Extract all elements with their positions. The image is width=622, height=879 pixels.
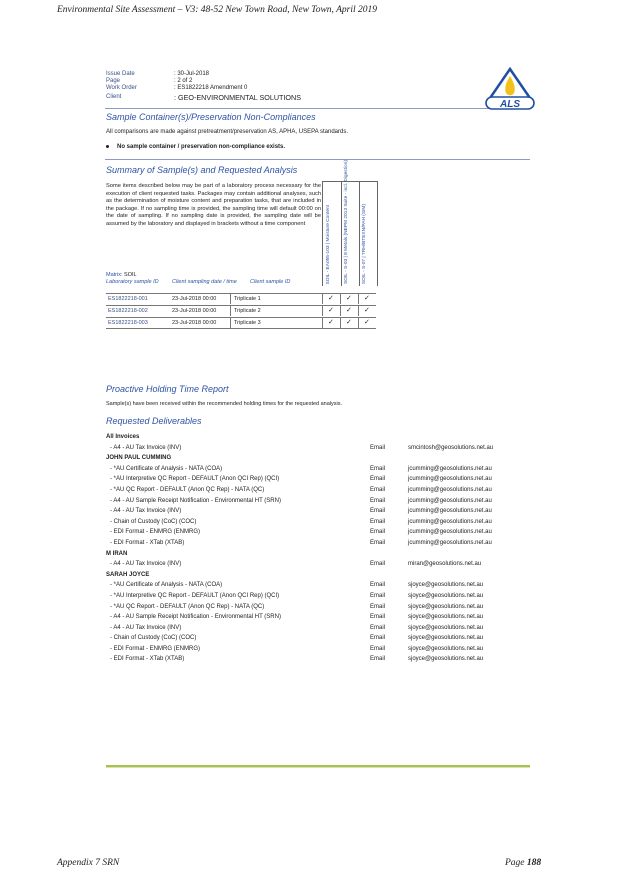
list-item	[106, 614, 526, 625]
sampling-date: 23-Jul-2018 00:00	[172, 296, 217, 302]
list-item	[106, 604, 526, 615]
deliverable-name: - EDI Format - ENMRG (ENMRG)	[110, 645, 200, 652]
lab-sample-id: ES1822218-001	[108, 296, 148, 302]
matrix-label: Matrix:	[106, 272, 123, 278]
recipient-email: sjoyce@geosolutions.net.au	[408, 582, 484, 589]
delivery-method: Email	[370, 486, 386, 493]
deliverable-name: - A4 - AU Sample Receipt Notification - Environmental HT (SRN)	[110, 497, 281, 504]
delivery-method: Email	[370, 592, 386, 599]
footer-appendix: Appendix 7 SRN	[57, 858, 120, 868]
list-item	[106, 561, 526, 572]
deliverable-name: - *AU Interpretive QC Report - DEFAULT (Anon QCI Rep) (QCI)	[110, 476, 280, 483]
deliverable-group	[106, 455, 526, 466]
table-row	[106, 293, 376, 304]
deliverable-name: - A4 - AU Tax Invoice (INV)	[110, 444, 182, 451]
section-divider	[105, 159, 530, 160]
list-item	[106, 635, 526, 646]
delivery-method: Email	[370, 624, 386, 631]
recipient-name: All Invoices	[106, 434, 140, 440]
list-item	[106, 625, 526, 636]
recipient-email: smcintosh@geosolutions.net.au	[408, 444, 494, 451]
report-meta	[106, 71, 301, 102]
noncompliance-text: All comparisons are made against pretreatment/preservation AS, APHA, USEPA standards.	[106, 129, 349, 135]
th-date: Client sampling date / time	[172, 279, 237, 285]
delivery-method: Email	[370, 603, 386, 610]
recipient-email: jcumming@geosolutions.net.au	[408, 497, 492, 504]
cell-divider	[340, 318, 341, 328]
check-icon: ✓	[328, 319, 334, 326]
delivery-method: Email	[370, 497, 386, 504]
deliverable-group	[106, 551, 526, 562]
delivery-method: Email	[370, 582, 386, 589]
issue-date: : 30-Jul-2018	[174, 71, 210, 77]
recipient-name: M IRAN	[106, 550, 128, 557]
deliverable-name: - A4 - AU Sample Receipt Notification - Environmental HT (SRN)	[110, 614, 281, 621]
analysis-column	[341, 160, 360, 286]
analysis-column-label: SOIL - EA055-103 | Moisture Content	[326, 204, 331, 284]
delivery-method: Email	[370, 518, 386, 525]
recipient-email: sjoyce@geosolutions.net.au	[408, 645, 484, 652]
cell-divider	[340, 294, 341, 304]
th-lab-id: Laboratory sample ID	[106, 279, 159, 285]
cell-divider	[322, 294, 323, 304]
check-icon: ✓	[346, 307, 352, 314]
recipient-email: jcumming@geosolutions.net.au	[408, 486, 492, 493]
th-client-id: Client sample ID	[250, 279, 291, 285]
cell-divider	[358, 318, 359, 328]
deliverables-list	[106, 434, 526, 667]
work-order-label: Work Order	[106, 85, 137, 92]
footer-rule-light	[106, 767, 530, 768]
holding-title: Proactive Holding Time Report	[106, 384, 229, 394]
table-row	[106, 317, 376, 329]
list-item	[106, 466, 526, 477]
footer-page	[505, 858, 541, 868]
check-icon: ✓	[328, 307, 334, 314]
table-row	[106, 305, 376, 316]
sampling-date: 23-Jul-2018 00:00	[172, 320, 217, 326]
client-label: Client	[106, 93, 122, 100]
deliverable-name: - A4 - AU Tax Invoice (INV)	[110, 508, 182, 515]
analysis-column-label: SOIL - S-03 | 8 Metals (NEPM 2013 Suite - incl. Digestion)	[344, 160, 349, 284]
client-sample-id: Triplicate 1	[234, 296, 261, 302]
recipient-email: jcumming@geosolutions.net.au	[408, 476, 492, 483]
check-icon: ✓	[328, 295, 334, 302]
list-item	[106, 519, 526, 530]
delivery-method: Email	[370, 465, 386, 472]
footer-page-prefix: Page	[505, 858, 527, 868]
issue-date-label: Issue Date	[106, 71, 135, 77]
deliverable-name: - EDI Format - ENMRG (ENMRG)	[110, 529, 200, 536]
delivery-method: Email	[370, 476, 386, 483]
analysis-column	[359, 182, 377, 286]
cell-divider	[230, 306, 231, 316]
deliverable-name: - *AU Interpretive QC Report - DEFAULT (Anon QCI Rep) (QCI)	[110, 592, 280, 599]
deliverable-name: - Chain of Custody (CoC) (COC)	[110, 635, 197, 642]
deliverable-group	[106, 434, 526, 445]
delivery-method: Email	[370, 614, 386, 621]
check-icon: ✓	[364, 307, 370, 314]
delivery-method: Email	[370, 444, 386, 451]
delivery-method: Email	[370, 635, 386, 642]
check-icon: ✓	[346, 295, 352, 302]
check-icon: ✓	[346, 319, 352, 326]
recipient-name: SARAH JOYCE	[106, 571, 150, 578]
deliverables-title: Requested Deliverables	[106, 416, 202, 426]
delivery-method: Email	[370, 508, 386, 515]
recipient-email: jcumming@geosolutions.net.au	[408, 539, 492, 546]
list-item	[106, 656, 526, 667]
deliverable-name: - *AU Certificate of Analysis - NATA (COA)	[110, 465, 223, 472]
footer-page-number: 188	[526, 858, 542, 868]
analysis-column-headers	[322, 160, 378, 286]
deliverable-name: - *AU QC Report - DEFAULT (Anon QC Rep) - NATA (QC)	[110, 603, 265, 610]
delivery-method: Email	[370, 561, 386, 568]
recipient-email: sjoyce@geosolutions.net.au	[408, 635, 484, 642]
recipient-email: jcumming@geosolutions.net.au	[408, 529, 492, 536]
recipient-email: miran@geosolutions.net.au	[408, 561, 482, 568]
page-count: : 2 of 2	[174, 78, 193, 85]
delivery-method: Email	[370, 645, 386, 652]
sampling-date: 23-Jul-2018 00:00	[172, 308, 217, 314]
list-item	[106, 529, 526, 540]
delivery-method: Email	[370, 656, 386, 663]
bullet-icon	[106, 145, 109, 148]
analysis-column-label: SOIL - S-07 | TRH/BTEXN/PAH (SIM)	[362, 203, 367, 284]
list-item	[106, 498, 526, 509]
list-item	[106, 540, 526, 551]
recipient-email: jcumming@geosolutions.net.au	[408, 508, 492, 515]
recipient-email: sjoyce@geosolutions.net.au	[408, 592, 484, 599]
work-order: : ES1822218 Amendment 0	[174, 85, 248, 92]
list-item	[106, 593, 526, 604]
deliverable-name: - EDI Format - XTab (XTAB)	[110, 656, 185, 663]
cell-divider	[358, 306, 359, 316]
check-icon: ✓	[364, 319, 370, 326]
lab-sample-id: ES1822218-002	[108, 308, 148, 314]
noncompliance-bullet-text: No sample container / preservation non-compliance exists.	[117, 144, 286, 150]
client-name: : GEO-ENVIRONMENTAL SOLUTIONS	[174, 92, 301, 102]
list-item	[106, 487, 526, 498]
deliverable-name: - Chain of Custody (CoC) (COC)	[110, 518, 197, 525]
delivery-method: Email	[370, 539, 386, 546]
document-header: Environmental Site Assessment – V3: 48-52 New Town Road, New Town, April 2019	[57, 5, 378, 15]
matrix	[106, 272, 137, 278]
noncompliance-title: Sample Container(s)/Preservation Non-Compliances	[106, 112, 316, 122]
cell-divider	[322, 306, 323, 316]
cell-divider	[230, 318, 231, 328]
analysis-column	[323, 182, 342, 286]
cell-divider	[358, 294, 359, 304]
recipient-email: jcumming@geosolutions.net.au	[408, 518, 492, 525]
list-item	[106, 582, 526, 593]
holding-text: Sample(s) have been received within the recommended holding times for the requested analysis.	[106, 401, 343, 407]
recipient-email: sjoyce@geosolutions.net.au	[408, 624, 484, 631]
recipient-email: sjoyce@geosolutions.net.au	[408, 614, 484, 621]
list-item	[106, 476, 526, 487]
cell-divider	[230, 294, 231, 304]
logo-text: ALS	[500, 99, 520, 110]
cell-divider	[322, 318, 323, 328]
deliverable-name: - *AU Certificate of Analysis - NATA (COA)	[110, 582, 223, 589]
deliverable-name: - A4 - AU Tax Invoice (INV)	[110, 561, 182, 568]
lab-sample-id: ES1822218-003	[108, 320, 148, 326]
recipient-name: JOHN PAUL CUMMING	[106, 455, 172, 462]
cell-divider	[340, 306, 341, 316]
noncompliance-bullet	[106, 144, 285, 150]
check-icon: ✓	[364, 295, 370, 302]
deliverable-group	[106, 572, 526, 583]
recipient-email: jcumming@geosolutions.net.au	[408, 465, 492, 472]
client-sample-id: Triplicate 2	[234, 308, 261, 314]
page-label: Page	[106, 78, 121, 85]
deliverable-name: - EDI Format - XTab (XTAB)	[110, 539, 185, 546]
client-sample-id: Triplicate 3	[234, 320, 261, 326]
list-item	[106, 508, 526, 519]
list-item	[106, 646, 526, 657]
deliverable-name: - A4 - AU Tax Invoice (INV)	[110, 624, 182, 631]
list-item	[106, 445, 526, 456]
delivery-method: Email	[370, 529, 386, 536]
als-logo	[485, 67, 535, 111]
meta-divider	[105, 108, 530, 109]
recipient-email: sjoyce@geosolutions.net.au	[408, 603, 484, 610]
summary-title: Summary of Sample(s) and Requested Analysis	[106, 165, 298, 175]
matrix-value: SOIL	[124, 272, 137, 278]
deliverable-name: - *AU QC Report - DEFAULT (Anon QC Rep) - NATA (QC)	[110, 486, 265, 493]
recipient-email: sjoyce@geosolutions.net.au	[408, 656, 484, 663]
summary-text: Some items described below may be part of a laboratory process necessary for the execution of client requested tasks. Packages may contain additional analyses, such as the determination of moisture content and preparation tasks, that are included in the package. If no sampling time is provided, the sampling time will default 00:00 on the date of sampling. If no sampling date is provided, the sampling date will be assumed by the laboratory and displayed in brackets without a time component	[106, 183, 321, 227]
